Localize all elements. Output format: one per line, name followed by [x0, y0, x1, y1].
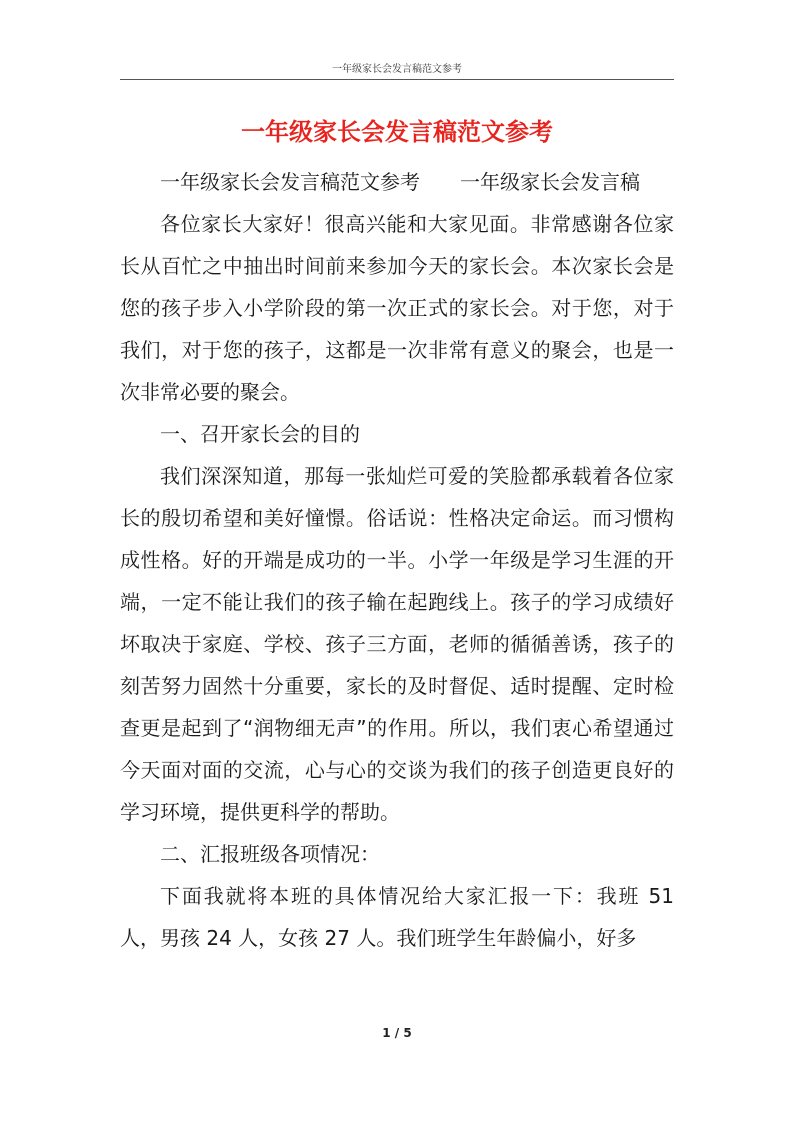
header-divider [120, 79, 674, 80]
section-heading-1: 一、召开家长会的目的 [160, 422, 360, 446]
subtitle-line [120, 161, 674, 203]
section-heading-2: 二、汇报班级各项情况： [160, 842, 380, 866]
document-body [120, 161, 674, 959]
paragraph-greeting: 各位家长大家好！很高兴能和大家见面。非常感谢各位家长从百忙之中抽出时间前来参加今天的家长会。本次家长会是您的孩子步入小学阶段的第一次正式的家长会。对于您，对于我们，对于您的孩子，这都是一次非常有意义的聚会，也是一次非常必要的聚会。 [120, 212, 674, 404]
paragraph-purpose: 我们深深知道，那每一张灿烂可爱的笑脸都承载着各位家长的殷切希望和美好憧憬。俗话说：性格决定命运。而习惯构成性格。好的开端是成功的一半。小学一年级是学习生涯的开端，一定不能让我们的孩子输在起跑线上。孩子的学习成绩好坏取决于家庭、学校、孩子三方面，老师的循循善诱，孩子的刻苦努力固然十分重要，家长的及时督促、适时提醒、定时检查更是起到了“润物细无声”的作用。所以，我们衷心希望通过今天面对面的交流，心与心的交谈为我们的孩子创造更良好的学习环境，提供更科学的帮助。 [120, 464, 674, 824]
running-header: 一年级家长会发言稿范文参考 [332, 64, 462, 75]
document-title: 一年级家长会发言稿范文参考 [241, 118, 553, 146]
subtitle-part-1: 一年级家长会发言稿范文参考 [160, 170, 420, 194]
page-number: 1 / 5 [382, 1026, 412, 1040]
paragraph-class-report: 下面我就将本班的具体情况给大家汇报一下：我班 51 人，男孩 24 人，女孩 27 人。我们班学生年龄偏小，好多 [120, 884, 674, 950]
subtitle-part-2: 一年级家长会发言稿 [460, 170, 640, 194]
